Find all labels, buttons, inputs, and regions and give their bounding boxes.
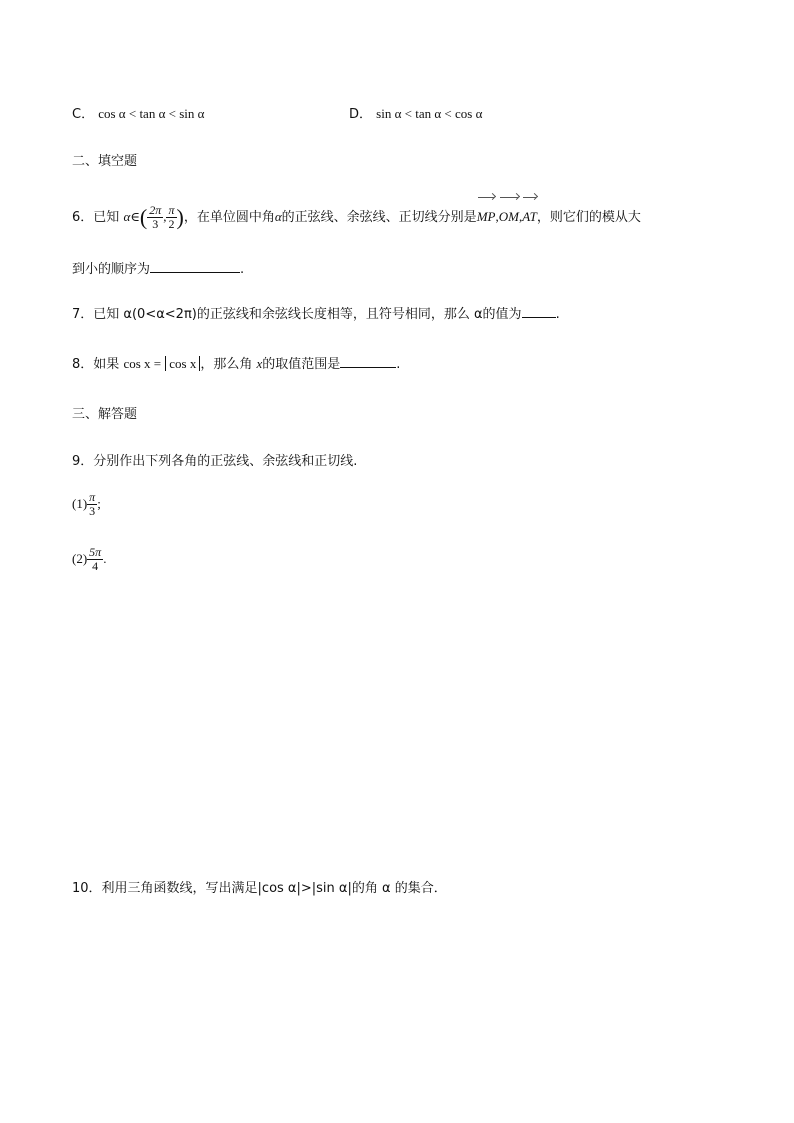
answer-blank[interactable] [340,355,396,368]
alpha-symbol: α [274,209,282,224]
question-text: 已知 α(0<α<2π)的正弦线和余弦线长度相等，且符号相同，那么 α的值为 [93,307,522,322]
abs-cos-x-expression: cos x [165,356,200,371]
question-9-item-1 [72,491,101,518]
x-symbol: x [256,356,263,371]
cos-x-expression: cos x = [123,356,162,371]
question-text: 的取值范围是 [262,357,341,372]
question-text: ，那么角 [200,357,253,372]
fraction-2pi-over-3: $\frac{2\pi}{3}$ [149,203,162,231]
question-text: 已知 [93,210,120,225]
answer-blank[interactable] [522,305,556,318]
interval-right-paren: ) [176,204,184,230]
question-number: 7． [72,307,94,322]
fraction-5pi-over-4: $\frac{5\pi}{4}$ [89,545,102,573]
period: . [555,307,560,322]
question-9-item-2 [72,546,106,573]
section-heading-fill-in: 二、填空题 [72,154,138,169]
vector-mp: MP [477,200,496,234]
answer-blank[interactable] [150,260,240,273]
question-text: 利用三角函数线，写出满足|cos α|>|sin α|的角 α 的集合． [101,881,447,896]
question-8 [72,353,400,372]
question-text: ，在单位圆中角 [183,210,275,225]
q5-option-c [72,103,204,122]
question-10 [72,877,447,896]
period: . [396,357,401,372]
vector-at: AT [522,200,537,234]
fraction-pi-over-3: $\frac{\pi}{3}$ [89,490,96,518]
item-label: (2) [72,551,88,566]
period: . [103,551,107,566]
question-7 [72,303,560,322]
vector-om: OM [499,200,519,234]
question-text: 的正弦线、余弦线、正切线分别是 [281,210,477,225]
comma: , [163,209,167,224]
option-c-expression: cos α < tan α < sin α [98,106,205,121]
question-text: 分别作出下列各角的正弦线、余弦线和正切线. [93,454,358,469]
item-label: (1) [72,496,88,511]
question-number: 8． [72,357,94,372]
question-6-line2 [72,258,244,277]
option-d-expression: sin α < tan α < cos α [376,106,483,121]
option-c-label: C． [72,107,95,122]
question-number: 10． [72,881,102,896]
alpha-in-symbol: α∈ [123,209,140,224]
question-text: 到小的顺序为 [72,262,151,277]
fraction-pi-over-2: $\frac{\pi}{2}$ [168,203,175,231]
question-number: 6． [72,210,94,225]
section-heading-answer: 三、解答题 [72,407,138,422]
q5-option-d [349,103,482,122]
option-d-label: D． [349,107,373,122]
period: . [240,262,245,277]
question-text: ，则它们的模从大 [536,210,641,225]
question-text: 如果 [93,357,120,372]
question-6-line1: 6．已知 α∈( $\frac{2\pi}{3}$ , $\frac{\pi}{2}$ )，在单位圆中角α的正弦线、余弦线、正切线分别是MP,OM,AT，则它们的模从大 [72,200,641,235]
question-9 [72,450,357,469]
question-number: 9． [72,454,94,469]
interval-left-paren: ( [139,204,148,230]
semicolon: ; [97,496,101,511]
